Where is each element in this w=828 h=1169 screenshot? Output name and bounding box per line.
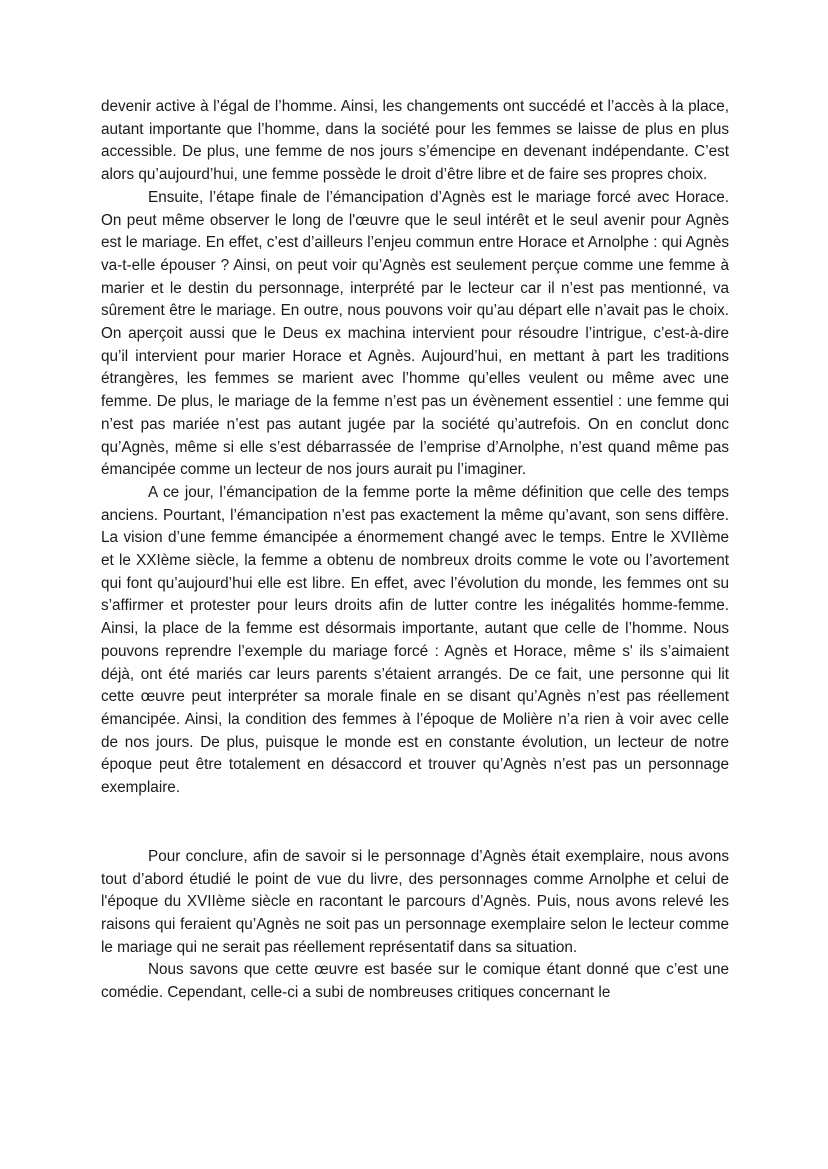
paragraph-comedy-critique: Nous savons que cette œuvre est basée sur le comique étant donné que c’est une comédie. Cependant, celle-ci a subi de nombreuses critiques concernant le bbox=[101, 961, 729, 1002]
paragraph-forced-marriage: Ensuite, l’étape finale de l’émancipation d’Agnès est le mariage forcé avec Horace. On peut même observer le long de l'œuvre que le seul intérêt et le seul avenir pour Agnès est le mariage. En effet, c’est d’ailleurs l’enjeu commun entre Horace et Arnolphe : qui Agnès va-t-elle épouser ? Ainsi, on peut voir qu’Agnès est seulement perçue comme une femme à marier et le destin du personnage, interprété par le lecteur car il n’est pas mentionné, va sûrement être le mariage. En outre, nous pouvons voir qu’au départ elle n’avait pas le choix. On aperçoit aussi que le Deus ex machina intervient pour résoudre l’intrigue, c’est-à-dire qu’il intervient pour marier Horace et Agnès. Aujourd’hui, en mettant à part les traditions étrangères, les femmes se marient avec l’homme qu’elles veulent ou même avec une femme. De plus, le mariage de la femme n’est pas un évènement essentiel : une femme qui n’est pas mariée n’est pas autant jugée par la société qu’autrefois. On en conclut donc qu’Agnès, même si elle s’est débarrassée de l’emprise d’Arnolphe, n’est quand même pas émancipée comme un lecteur de nos jours aurait pu l’imaginer. bbox=[101, 188, 729, 479]
section-gap bbox=[101, 800, 729, 846]
paragraph-emancipation-today: devenir active à l’égal de l’homme. Ainsi, les changements ont succédé et l’accès à la place, autant importante que l’homme, dans la société pour les femmes se laisse de plus en plus accessible. De plus, une femme de nos jours s’émencipe en devenant indépendante. C’est alors qu’aujourd’hui, une femme possède le droit d’être libre et de faire ses propres choix. bbox=[101, 98, 729, 184]
paragraph-modern-definition: A ce jour, l’émancipation de la femme porte la même définition que celle des temps anciens. Pourtant, l’émancipation n’est pas exactement la même qu’avant, son sens diffère. La vision d’une femme émancipée a énormement changé avec le temps. Entre le XVIIème et le XXIème siècle, la femme a obtenu de nombreux droits comme le vote ou l’avortement qui font qu’aujourd’hui elle est libre. En effet, avec l’évolution du monde, les femmes ont su s’affirmer et protester pour leurs droits afin de lutter contre les inégalités homme-femme. Ainsi, la place de la femme est désormais importante, autant que celle de l’homme. Nous pouvons reprendre l’exemple du mariage forcé : Agnès et Horace, même s' ils s’aimaient déjà, ont été mariés car leurs parents s’étaient arrangés. De ce fait, une personne qui lit cette œuvre peut interpréter sa morale finale en se disant qu’Agnès n’est pas réellement émancipée. Ainsi, la condition des femmes à l’époque de Molière n’a rien à voir avec celle de nos jours. De plus, puisque le monde est en constante évolution, un lecteur de notre époque peut être totalement en désaccord et trouver qu’Agnès n’est pas un personnage exemplaire. bbox=[101, 483, 729, 797]
paragraph-conclusion: Pour conclure, afin de savoir si le personnage d’Agnès était exemplaire, nous avons tout d’abord étudié le point de vue du livre, des personnages comme Arnolphe et celui de l'époque du XVIIème siècle en racontant le parcours d’Agnès. Puis, nous avons relevé les raisons qui feraient qu’Agnès ne soit pas un personnage exemplaire selon le lecteur comme le mariage qui ne serait pas réellement représentatif dans sa situation. bbox=[101, 847, 729, 956]
